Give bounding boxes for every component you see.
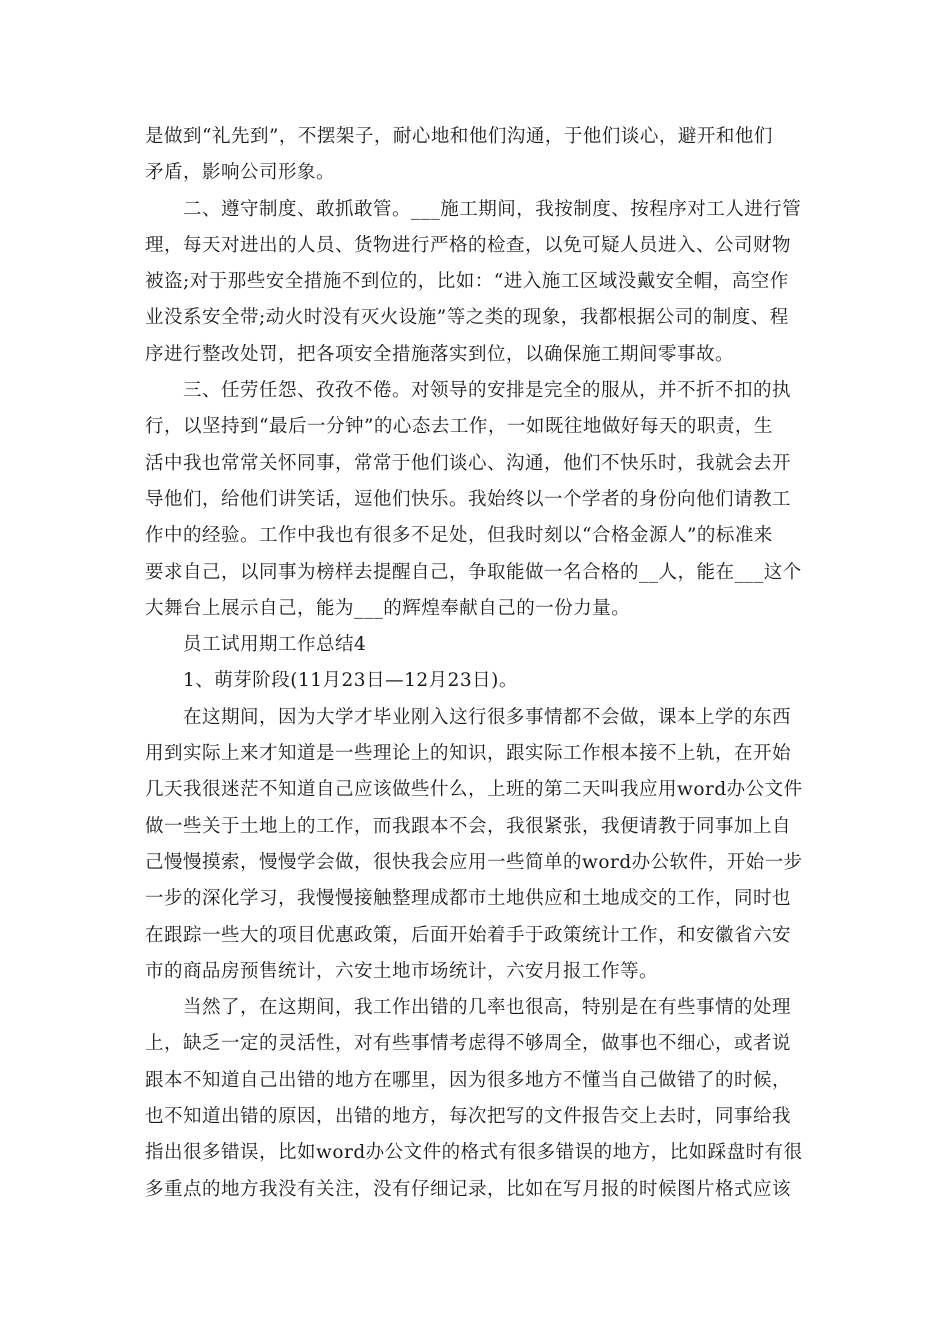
text-line: 是做到“礼先到”，不摆架子，耐心地和他们沟通，于他们谈心，避开和他们 (145, 126, 773, 147)
text-line: 也不知道出错的原因，出错的地方，每次把写的文件报告交上去时，同事给我 (145, 1106, 792, 1128)
text-line: 在这期间，因为大学才毕业刚入这行很多事情都不会做，课本上学的东西 (183, 706, 792, 728)
text-line: 己慢慢摸索，慢慢学会做，很快我会应用一些简单的word办公软件，开始一步 (145, 851, 803, 873)
text-line: 被盗;对于那些安全措施不到位的，比如：“进入施工区域没戴安全帽，高空作 (145, 271, 789, 293)
text-line: 行，以坚持到“最后一分钟”的心态去工作，一如既往地做好每天的职责，生 (145, 416, 773, 438)
text-line: 三、任劳任怨、孜孜不倦。对领导的安排是完全的服从，并不折不扣的执 (183, 380, 792, 402)
text-line: 1、萌芽阶段(11月23日—12月23日)。 (183, 670, 518, 692)
text-line: 大舞台上展示自己，能为___的辉煌奉献自己的一份力量。 (145, 597, 631, 619)
text-line: 在跟踪一些大的项目优惠政策，后面开始着手于政策统计工作，和安徽省六安 (145, 924, 792, 946)
document-body (145, 119, 810, 1208)
text-line: 跟本不知道自己出错的地方在哪里，因为很多地方不懂当自己做错了的时候， (145, 1069, 792, 1091)
text-line: 要求自己，以同事为榜样去提醒自己，争取能做一名合格的__人，能在___这个 (145, 561, 802, 583)
text-line: 序进行整改处罚，把各项安全措施落实到位，以确保施工期间零事故。 (145, 343, 735, 365)
text-line: 上，缺乏一定的灵活性，对有些事情考虑得不够周全，做事也不细心，或者说 (145, 1033, 792, 1055)
text-line: 作中的经验。工作中我也有很多不足处，但我时刻以“合格金源人”的标准来 (145, 525, 773, 547)
text-line: 矛盾，影响公司形象。 (145, 162, 336, 184)
text-line: 一步的深化学习，我慢慢接触整理成都市土地供应和土地成交的工作，同时也 (145, 888, 792, 910)
text-line: 导他们，给他们讲笑话，逗他们快乐。我始终以一个学者的身份向他们请教工 (145, 488, 792, 510)
text-line: 市的商品房预售统计，六安土地市场统计，六安月报工作等。 (145, 960, 659, 982)
text-line: 几天我很迷茫不知道自己应该做些什么，上班的第二天叫我应用word办公文件 (145, 779, 803, 801)
text-line: 多重点的地方我没有关注，没有仔细记录，比如在写月报的时候图片格式应该 (145, 1178, 792, 1200)
text-line: 理，每天对进出的人员、货物进行严格的检查，以免可疑人员进入、公司财物 (145, 234, 792, 256)
text-line: 活中我也常常关怀同事，常常于他们谈心、沟通，他们不快乐时，我就会去开 (145, 452, 792, 474)
text-line: 做一些关于土地上的工作，而我跟本不会，我很紧张，我便请教于同事加上自 (145, 815, 792, 837)
text-line: 用到实际上来才知道是一些理论上的知识，跟实际工作根本接不上轨，在开始 (145, 743, 792, 765)
text-line: 业没系安全带;动火时没有灭火设施”等之类的现象，我都根据公司的制度、程 (145, 307, 789, 329)
text-line: 二、遵守制度、敢抓敢管。___施工期间，我按制度、按程序对工人进行管 (183, 198, 802, 220)
text-line: 员工试用期工作总结4 (183, 634, 367, 656)
text-line: 当然了，在这期间，我工作出错的几率也很高，特别是在有些事情的处理 (183, 997, 792, 1019)
text-line: 指出很多错误，比如word办公文件的格式有很多错误的地方，比如踩盘时有很 (145, 1142, 803, 1164)
